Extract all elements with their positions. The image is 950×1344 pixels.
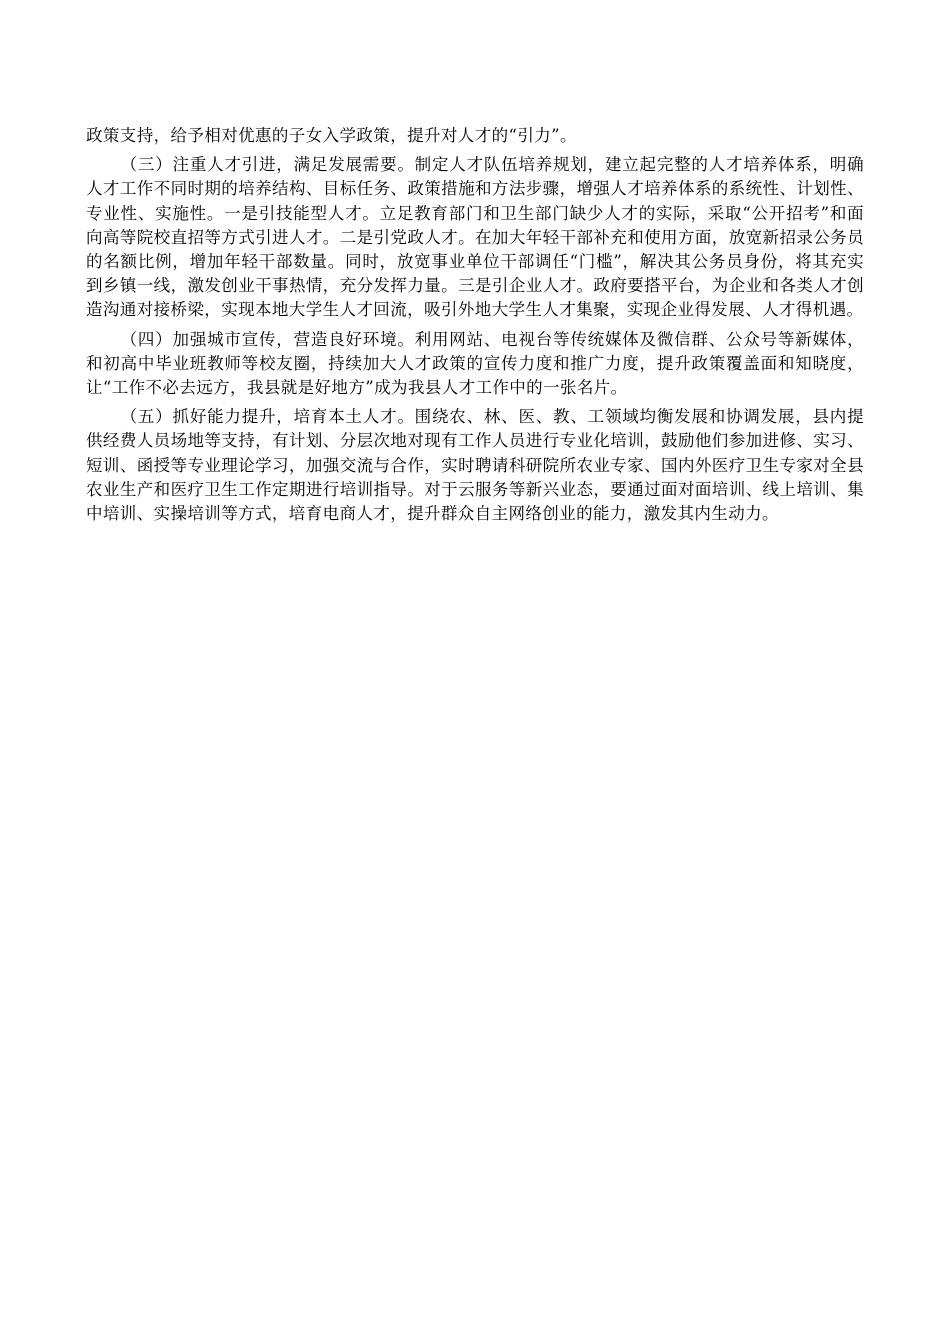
- paragraph-city-promotion: （四）加强城市宣传，营造良好环境。利用网站、电视台等传统媒体及微信群、公众号等新媒体，和初高中毕业班教师等校友圈，持续加大人才政策的宣传力度和推广力度，提升政策覆盖面和知晓度，让“工作不必去远方，我县就是好地方”成为我县人才工作中的一张名片。: [86, 329, 864, 398]
- paragraph-talent-introduction: （三）注重人才引进，满足发展需要。制定人才队伍培养规划，建立起完整的人才培养体系，明确人才工作不同时期的培养结构、目标任务、政策措施和方法步骤，增强人才培养体系的系统性、计划性、专业性、实施性。一是引技能型人才。立足教育部门和卫生部门缺少人才的实际，采取“公开招考”和面向高等院校直招等方式引进人才。二是引党政人才。在加大年轻干部补充和使用方面，放宽新招录公务员的名额比例，增加年轻干部数量。同时，放宽事业单位干部调任“门槛”，解决其公务员身份，将其充实到乡镇一线，激发创业干事热情，充分发挥力量。三是引企业人才。政府要搭平台，为企业和各类人才创造沟通对接桥梁，实现本地大学生人才回流，吸引外地大学生人才集聚，实现企业得发展、人才得机遇。: [86, 155, 864, 320]
- paragraph-capacity-building: （五）抓好能力提升，培育本土人才。围绕农、林、医、教、工领域均衡发展和协调发展，县内提供经费人员场地等支持，有计划、分层次地对现有工作人员进行专业化培训，鼓励他们参加进修、实习、短训、函授等专业理论学习，加强交流与合作，实时聘请科研院所农业专家、国内外医疗卫生专家对全县农业生产和医疗卫生工作定期进行培训指导。对于云服务等新兴业态，要通过面对面培训、线上培训、集中培训、实操培训等方式，培育电商人才，提升群众自主网络创业的能力，激发其内生动力。: [86, 407, 864, 524]
- paragraph-continuation: 政策支持，给予相对优惠的子女入学政策，提升对人才的“引力”。: [86, 126, 577, 145]
- document-body: [86, 124, 864, 531]
